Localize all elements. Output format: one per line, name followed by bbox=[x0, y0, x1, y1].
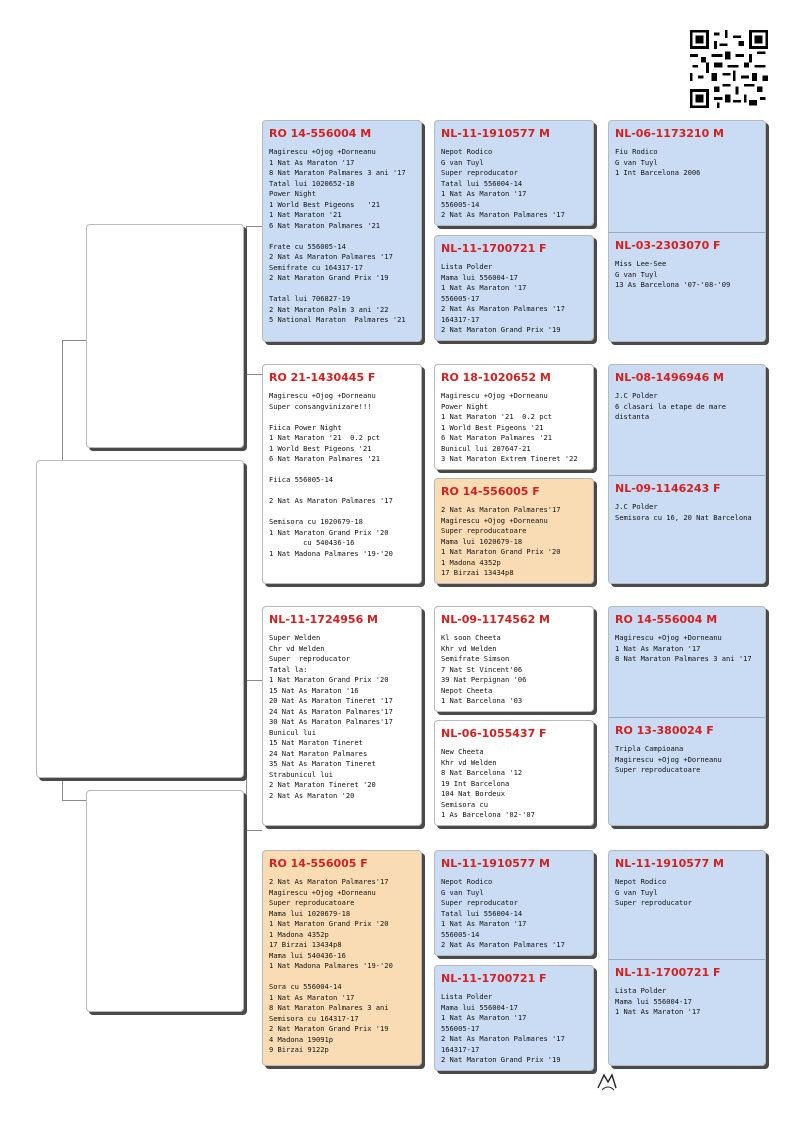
pigeon-card-gen3[interactable] bbox=[434, 720, 594, 826]
connector-dam-bottom bbox=[246, 830, 262, 831]
qr-code bbox=[690, 30, 768, 108]
pigeon-card-gen4[interactable] bbox=[609, 717, 765, 826]
ring-number: NL-09-1174562 M bbox=[441, 613, 551, 626]
pigeon-notes: Lista Polder Mama lui 556004-17 1 Nat As Maraton '17 556005-17 2 Nat As Maraton Palmares '17 164317-17 2 Nat Maraton Grand Prix '19 bbox=[441, 262, 565, 334]
pigeon-card-gen4[interactable] bbox=[609, 365, 765, 475]
ring-number: NL-06-1055437 F bbox=[441, 727, 547, 740]
pigeon-notes: Lista Polder Mama lui 556004-17 1 Nat As Maraton '17 556005-17 2 Nat As Maraton Palmares '17 164317-17 2 Nat Maraton Grand Prix '19 bbox=[441, 992, 565, 1064]
pigeon-notes: 2 Nat As Maraton Palmares'17 Magirescu +Ojog +Dorneanu Super reproducatoare Mama lui 1020679-18 1 Nat Maraton Grand Prix '20 1 Madona 4352p 17 Birzai 13434p8 Mama lui 540436-16 1 Nat Madona Palmares '19-'20 Sora cu 556004-14 1 Nat As Maraton '17 8 Nat Maraton Palmares 3 ani Semisora cu 164317-17 2 Nat Maraton Grand Prix '19 4 Madona 19091p 9 Birzai 9122p bbox=[269, 877, 393, 1054]
pigeon-card-root[interactable] bbox=[36, 460, 244, 778]
pigeon-notes: Magirescu +Ojog +Dorneanu Power Night 1 Nat Maraton '21 0.2 pct 1 World Best Pigeons '21 6 Nat Maraton Palmares '21 Bunicul lui 207647-21 3 Nat Maraton Extrem Tineret '22 bbox=[441, 391, 578, 463]
pigeon-card-gen4[interactable] bbox=[609, 121, 765, 232]
connector-sire-top bbox=[246, 226, 262, 227]
pigeon-pair-gen4[interactable] bbox=[608, 850, 766, 1066]
pigeon-card-gen3[interactable] bbox=[434, 235, 594, 341]
pigeon-notes: Miss Lee-See G van Tuyl 13 As Barcelona '07-'08-'09 bbox=[615, 259, 731, 289]
ring-number: NL-11-1910577 M bbox=[615, 857, 725, 870]
pigeon-card-gen2[interactable] bbox=[262, 120, 422, 342]
pigeon-card-gen4[interactable] bbox=[609, 851, 765, 959]
pigeon-notes: Nepot Rodico G van Tuyl Super reproducator Tatal lui 556004-14 1 Nat As Maraton '17 556005-14 2 Nat As Maraton Palmares '17 bbox=[441, 147, 565, 219]
pigeon-notes bbox=[37, 467, 243, 473]
pigeon-card-gen4[interactable] bbox=[609, 232, 765, 342]
ring-number: RO 14-556004 M bbox=[615, 613, 718, 626]
ring-number: RO 14-556005 F bbox=[441, 485, 540, 498]
myloft-logo bbox=[596, 1072, 670, 1097]
pigeon-notes: J.C Polder 6 clasari la etape de mare distanta bbox=[615, 391, 727, 421]
ring-number: RO 21-1430445 F bbox=[269, 371, 376, 384]
ring-number: NL-06-1173210 M bbox=[615, 127, 725, 140]
connector-sire-bottom bbox=[246, 374, 262, 375]
ring-number: RO 14-556005 F bbox=[269, 857, 368, 870]
ring-number: NL-11-1700721 F bbox=[615, 966, 721, 979]
pigeon-notes: Magirescu +Ojog +Dorneanu Super consangvinizare!!! Fiica Power Night 1 Nat Maraton '21 0.2 pct 1 World Best Pigeons '21 6 Nat Maraton Palmares '21 Fiica 556005-14 2 Nat As Maraton Palmares '17 Semisora cu 1020679-18 1 Nat Maraton Grand Prix '20 cu 540436-16 1 Nat Madona Palmares '19-'20 bbox=[269, 391, 393, 558]
ring-number: NL-11-1700721 F bbox=[441, 242, 547, 255]
pigeon-card-gen3[interactable] bbox=[434, 606, 594, 712]
ring-number: NL-09-1146243 F bbox=[615, 482, 721, 495]
connector-dam bbox=[246, 680, 263, 831]
pigeon-card-gen3[interactable] bbox=[434, 478, 594, 584]
pigeon-card-gen4[interactable] bbox=[609, 959, 765, 1066]
ring-number: NL-11-1700721 F bbox=[441, 972, 547, 985]
pigeon-notes bbox=[87, 231, 243, 237]
ring-number: NL-11-1910577 M bbox=[441, 857, 551, 870]
pigeon-card-gen2[interactable] bbox=[262, 364, 422, 584]
connector-sire bbox=[246, 226, 263, 374]
pigeon-card-gen4[interactable] bbox=[609, 607, 765, 717]
pigeon-notes: Kl soon Cheeta Khr vd Welden Semifrate Simson 7 Nat St Vincent'06 39 Nat Perpignan '06 Nepot Cheeta 1 Nat Barcelona '03 bbox=[441, 633, 527, 705]
pigeon-notes: Magirescu +Ojog +Dorneanu 1 Nat As Maraton '17 8 Nat Maraton Palmares 3 ani '17 Tatal lui 1020652-18 Power Night 1 World Best Pigeons '21 1 Nat Maraton '21 6 Nat Maraton Palmares '21 Frate cu 556005-14 2 Nat As Maraton Palmares '17 Semifrate cu 164317-17 2 Nat Maraton Grand Prix '19 Tatal lui 706827-19 2 Nat Maraton Palm 3 ani '22 5 National Maraton Palmares '21 bbox=[269, 147, 406, 324]
pigeon-card-gen2[interactable] bbox=[262, 606, 422, 826]
pigeon-notes bbox=[87, 797, 243, 803]
pigeon-card-sire[interactable] bbox=[86, 224, 244, 448]
ring-number: RO 14-556004 M bbox=[269, 127, 372, 140]
pigeon-card-gen4[interactable] bbox=[609, 475, 765, 584]
pigeon-notes: J.C Polder Semisora cu 16, 20 Nat Barcelona bbox=[615, 502, 752, 522]
pigeon-notes: Tripla Campioana Magirescu +Ojog +Dorneanu Super reproducatoare bbox=[615, 744, 722, 774]
pigeon-card-gen3[interactable] bbox=[434, 364, 594, 470]
ring-number: NL-08-1496946 M bbox=[615, 371, 725, 384]
pigeon-card-dam[interactable] bbox=[86, 790, 244, 1012]
pigeon-notes: Fiu Rodico G van Tuyl 1 Int Barcelona 2006 bbox=[615, 147, 701, 177]
ring-number: NL-11-1910577 M bbox=[441, 127, 551, 140]
pigeon-pair-gen4[interactable] bbox=[608, 606, 766, 826]
ring-number: RO 13-380024 F bbox=[615, 724, 714, 737]
pigeon-pair-gen4[interactable] bbox=[608, 364, 766, 584]
ring-number: NL-03-2303070 F bbox=[615, 239, 721, 252]
ring-number: RO 18-1020652 M bbox=[441, 371, 551, 384]
pigeon-notes: Nepot Rodico G van Tuyl Super reproducator bbox=[615, 877, 692, 907]
ring-number: NL-11-1724956 M bbox=[269, 613, 379, 626]
pigeon-card-gen2[interactable] bbox=[262, 850, 422, 1066]
pigeon-notes: 2 Nat As Maraton Palmares'17 Magirescu +Ojog +Dorneanu Super reproducatoare Mama lui 1020679-18 1 Nat Maraton Grand Prix '20 1 Madona 4352p 17 Birzai 13434p8 bbox=[441, 505, 561, 577]
pigeon-pair-gen4[interactable] bbox=[608, 120, 766, 342]
pigeon-card-gen3[interactable] bbox=[434, 850, 594, 956]
pigeon-notes: Lista Polder Mama lui 556004-17 1 Nat As Maraton '17 bbox=[615, 986, 701, 1016]
pigeon-notes: Super Welden Chr vd Welden Super reproducator Tatal la: 1 Nat Maraton Grand Prix '20 15 Nat As Maraton '16 20 Nat As Maraton Tineret '17 24 Nat As Maraton Palmares'17 30 Nat As Maraton Palmares'17 Bunicul lui 15 Nat Maraton Tineret 24 Nat Maraton Palmares 35 Nat As Maraton Tineret Strabunicul lui 2 Nat Maraton Tineret '20 2 Nat As Maraton '20 bbox=[269, 633, 393, 800]
pigeon-notes: New Cheeta Khr vd Welden 8 Nat Barcelona '12 19 Int Barcelona 104 Nat Bordeux Semisora cu 1 As Barcelona '02-'07 bbox=[441, 747, 535, 819]
pigeon-notes: Magirescu +Ojog +Dorneanu 1 Nat As Maraton '17 8 Nat Maraton Palmares 3 ani '17 bbox=[615, 633, 752, 663]
pigeon-card-gen3[interactable] bbox=[434, 965, 594, 1071]
pigeon-card-gen3[interactable] bbox=[434, 120, 594, 226]
pigeon-notes: Nepot Rodico G van Tuyl Super reproducator Tatal lui 556004-14 1 Nat As Maraton '17 556005-14 2 Nat As Maraton Palmares '17 bbox=[441, 877, 565, 949]
